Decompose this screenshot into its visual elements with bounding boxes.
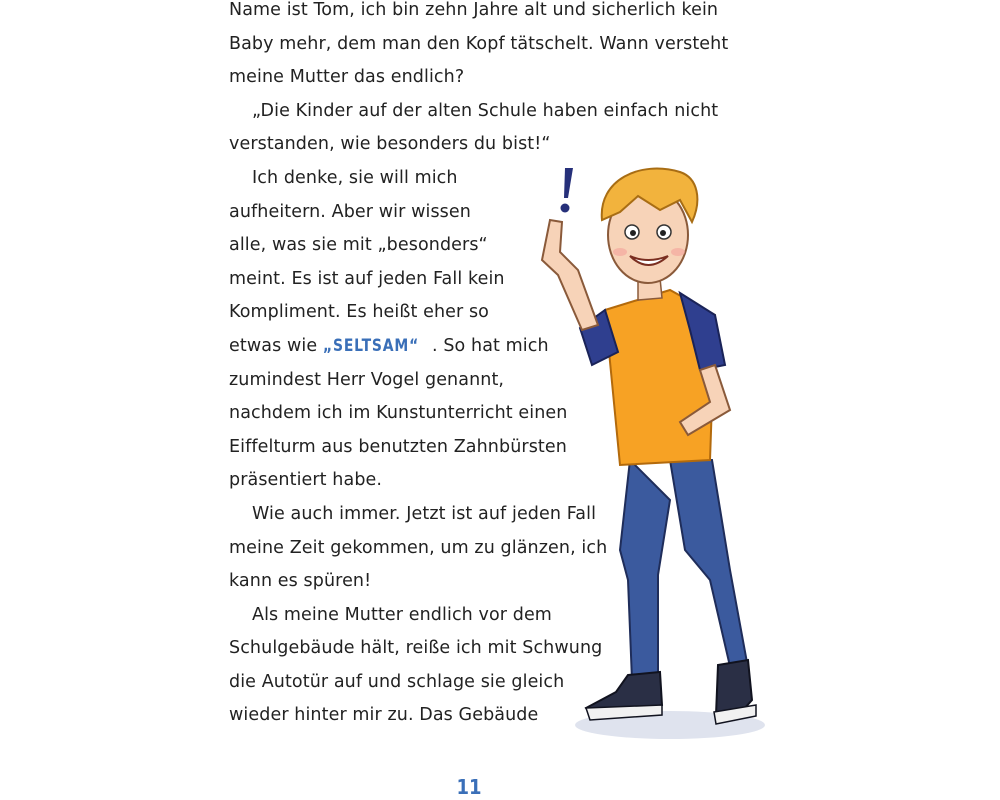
text-line: „Die Kinder auf der alten Schule haben einfach nicht — [252, 100, 719, 121]
text-line: Als meine Mutter endlich vor dem — [252, 604, 552, 625]
text-fragment: . So hat mich — [432, 335, 549, 356]
text-line: Baby mehr, dem man den Kopf tätschelt. Wann versteht — [229, 33, 729, 54]
left-pupil — [630, 230, 636, 236]
right-pupil — [660, 230, 666, 236]
text-line: Ich denke, sie will mich — [252, 167, 458, 188]
raised-arm — [542, 220, 598, 330]
text-line: präsentiert habe. — [229, 470, 383, 491]
text-line: alle, was sie mit „besonders“ — [229, 235, 488, 256]
page-number: 11 — [456, 775, 482, 799]
text-line: kann es spüren! — [229, 571, 372, 592]
text-line: verstanden, wie besonders du bist!“ — [229, 134, 551, 155]
left-cheek — [613, 248, 627, 256]
text-line: Wie auch immer. Jetzt ist auf jeden Fall — [252, 503, 597, 524]
text-line: Name ist Tom, ich bin zehn Jahre alt und sicherlich kein — [229, 0, 719, 20]
exclamation-icon — [561, 168, 574, 213]
text-line: nachdem ich im Kunstunterricht einen — [229, 403, 568, 424]
right-cheek — [671, 248, 685, 256]
text-line: zumindest Herr Vogel genannt, — [229, 369, 505, 390]
text-line: wieder hinter mir zu. Das Gebäude — [229, 705, 539, 726]
text-line: meine Zeit gekommen, um zu glänzen, ich — [229, 537, 608, 558]
text-line: Kompliment. Es heißt eher so — [229, 302, 489, 323]
boy-illustration — [520, 160, 790, 750]
text-line: Schulgebäude hält, reiße ich mit Schwung — [229, 638, 603, 659]
text-fragment: etwas wie — [229, 335, 318, 356]
text-line: die Autotür auf und schlage sie gleich — [229, 671, 565, 692]
text-line: aufheitern. Aber wir wissen — [229, 201, 471, 222]
text-line: meine Mutter das endlich? — [229, 67, 465, 88]
left-leg — [620, 460, 670, 680]
seltsam-word: „SELTSAM“ — [322, 335, 419, 356]
text-line: Eiffelturm aus benutzten Zahnbürsten — [229, 436, 567, 457]
exclamation-text: ! — [560, 210, 561, 211]
right-leg — [670, 460, 748, 675]
text-line: meint. Es ist auf jeden Fall kein — [229, 268, 505, 289]
